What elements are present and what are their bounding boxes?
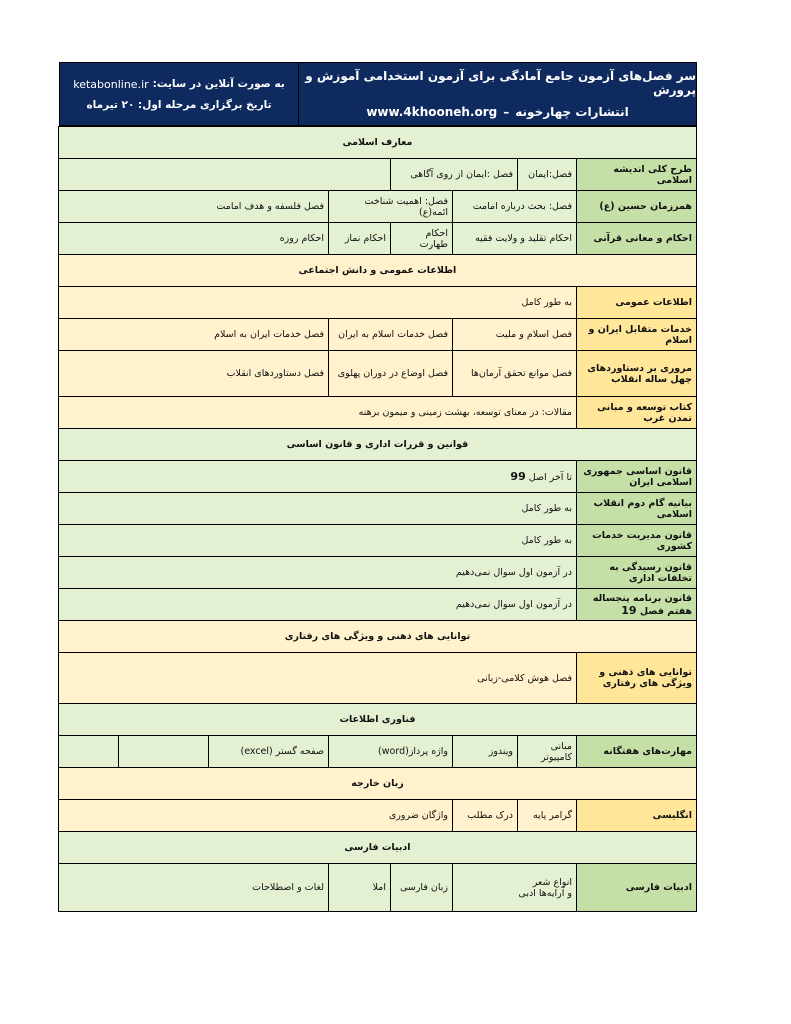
table-cell: در آزمون اول سوال نمی‌دهیم	[58, 589, 576, 621]
table-row	[58, 223, 696, 255]
table-cell	[58, 461, 576, 493]
table-row	[58, 736, 696, 768]
table-cell: ویندوز	[453, 736, 518, 768]
table-row	[58, 461, 696, 493]
table-cell: فصل هوش کلامی-زبانی	[58, 653, 576, 704]
table-cell: فصل :ایمان از روی آگاهی	[391, 159, 518, 191]
table-cell	[453, 864, 577, 912]
section-title: اطلاعات عمومی و دانش اجتماعی	[58, 255, 696, 287]
section-title: قوانین و قررات اداری و قانون اساسی	[58, 429, 696, 461]
site-url[interactable]: www.4khooneh.org	[366, 105, 498, 119]
section-title: زبان خارجه	[58, 768, 696, 800]
section-title: فناوری اطلاعات	[58, 704, 696, 736]
table-cell: فصل فلسفه و هدف امامت	[58, 191, 328, 223]
label-number: 19	[621, 603, 637, 617]
dash: –	[503, 105, 510, 119]
table-cell: احکام تقلید و ولایت فقیه	[453, 223, 577, 255]
row-label	[577, 589, 697, 621]
table-row	[58, 589, 696, 621]
row-label: بیانیه گام دوم انقلاب اسلامی	[577, 493, 697, 525]
cell-line: و آرایه‌ها ادبی	[518, 887, 572, 899]
section-it	[58, 704, 696, 736]
row-label: ادبیات فارسی	[577, 864, 697, 912]
header-main	[298, 63, 696, 125]
table-row	[58, 653, 696, 704]
table-cell: مبانی کامپیوتر	[518, 736, 577, 768]
table-cell: فصل موانع تحقق آرمان‌ها	[453, 351, 577, 397]
row-label: خدمات متقابل ایران و اسلام	[577, 319, 697, 351]
table-cell: زبان فارسی	[391, 864, 453, 912]
table-row	[58, 800, 696, 832]
row-label: توانایی های ذهنی و ویژگی های رفتاری	[577, 653, 697, 704]
table-cell: فصل اسلام و ملیت	[453, 319, 577, 351]
row-label: اطلاعات عمومی	[577, 287, 697, 319]
section-title: توانایی های ذهنی و ویژگی های رفتاری	[58, 621, 696, 653]
table-cell: فصل خدمات اسلام به ایران	[329, 319, 453, 351]
row-label: همرزمان حسین (ع)	[577, 191, 697, 223]
row-label: مروری بر دستاوردهای چهل ساله انقلاب	[577, 351, 697, 397]
table-cell: فصل:ایمان	[518, 159, 577, 191]
table-cell: به طور کامل	[58, 287, 576, 319]
table-cell	[119, 736, 209, 768]
section-title: معارف اسلامی	[58, 127, 696, 159]
table-cell: مقالات: در معنای توسعه، بهشت زمینی و میمون برهنه	[58, 397, 576, 429]
table-cell: احکام نماز	[329, 223, 391, 255]
online-label: به صورت آنلاین در سایت:	[152, 78, 285, 90]
row-label: انگلیسی	[577, 800, 697, 832]
table-row	[58, 864, 696, 912]
table-cell: فصل دستاوردهای انقلاب	[58, 351, 328, 397]
label-text: قانون برنامه پنجساله هفتم فصل	[592, 592, 692, 617]
row-label: طرح کلی اندیشه اسلامی	[577, 159, 697, 191]
table-cell: فصل: اهمیت شناخت ائمه(ع)	[329, 191, 453, 223]
publisher-name: انتشارات چهارخونه	[515, 105, 629, 119]
table-cell: لغات و اصطلاحات	[58, 864, 328, 912]
cell-line: انواع شعر	[532, 876, 572, 888]
row-label: احکام و معانی قرآنی	[577, 223, 697, 255]
syllabus-sheet	[59, 62, 697, 912]
table-cell: احکام روزه	[58, 223, 328, 255]
section-laws	[58, 429, 696, 461]
table-cell: فصل: بحث درباره امامت	[453, 191, 577, 223]
table-row	[58, 287, 696, 319]
header-publisher-line	[366, 105, 628, 119]
syllabus-table	[58, 126, 697, 912]
section-persian	[58, 832, 696, 864]
row-label: قانون مدیریت خدمات کشوری	[577, 525, 697, 557]
table-cell: فصل اوضاع در دوران پهلوی	[329, 351, 453, 397]
table-cell: گرامر پایه	[518, 800, 577, 832]
table-cell: احکام طهارت	[391, 223, 453, 255]
table-row	[58, 319, 696, 351]
section-general	[58, 255, 696, 287]
section-title: ادبیات فارسی	[58, 832, 696, 864]
table-cell: در آزمون اول سوال نمی‌دهیم	[58, 557, 576, 589]
row-label: کتاب توسعه و مبانی تمدن غرب	[577, 397, 697, 429]
table-row	[58, 159, 696, 191]
table-row	[58, 191, 696, 223]
exam-date: تاریخ برگزاری مرحله اول: ۲۰ تیرماه	[86, 98, 272, 111]
table-row	[58, 557, 696, 589]
table-cell	[58, 736, 118, 768]
table-cell: فصل خدمات ایران به اسلام	[58, 319, 328, 351]
row-label: قانون رسیدگی به تخلفات اداری	[577, 557, 697, 589]
table-cell: درک مطلب	[453, 800, 518, 832]
section-islamic	[58, 127, 696, 159]
table-row	[58, 397, 696, 429]
header-banner	[59, 62, 697, 126]
table-cell	[58, 159, 390, 191]
table-cell: صفحه گستر (excel)	[209, 736, 329, 768]
table-cell: واژه پرداز(word)	[329, 736, 453, 768]
table-cell: به طور کامل	[58, 493, 576, 525]
cell-text: تا آخر اصل	[528, 472, 572, 483]
online-url[interactable]: ketabonline.ir	[73, 77, 149, 91]
header-title: سر فصل‌های آزمون جامع آمادگی برای آزمون استخدامی آموزش و پرورش	[305, 69, 696, 97]
table-cell: املا	[329, 864, 391, 912]
row-label: قانون اساسی جمهوری اسلامی ایران	[577, 461, 697, 493]
section-abilities	[58, 621, 696, 653]
table-row	[58, 525, 696, 557]
table-cell: به طور کامل	[58, 525, 576, 557]
header-side	[60, 63, 298, 125]
cell-number: 99	[510, 470, 526, 483]
row-label: مهارت‌های هفتگانه	[577, 736, 697, 768]
section-foreign	[58, 768, 696, 800]
table-row	[58, 493, 696, 525]
table-row	[58, 351, 696, 397]
table-cell: واژگان ضروری	[58, 800, 452, 832]
online-line	[73, 78, 285, 91]
